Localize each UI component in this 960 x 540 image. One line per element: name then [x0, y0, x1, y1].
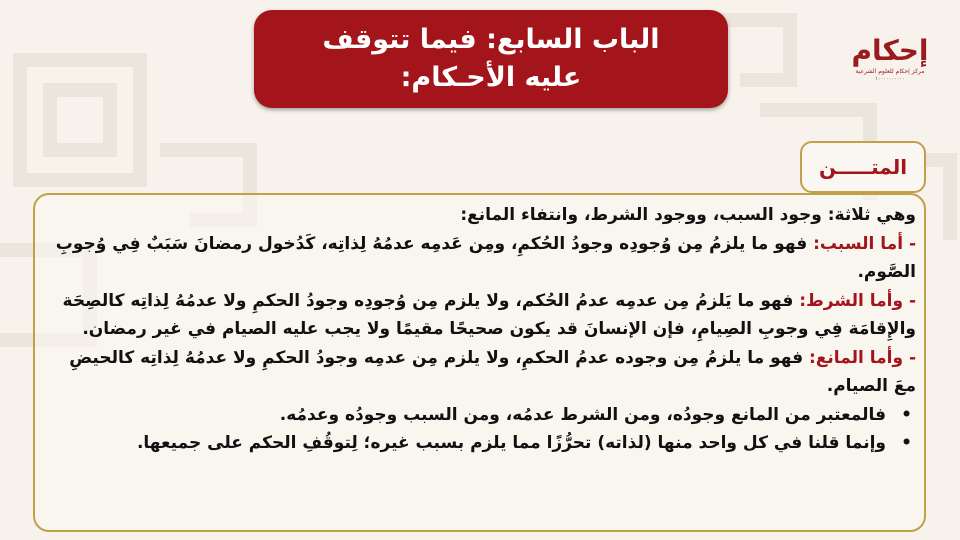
- section-tab-matn: المتـــــن: [800, 141, 926, 193]
- chapter-title-line1: الباب السابع: فيما تتوقف: [322, 24, 660, 55]
- logo-subtitle-2: ١٠٠٠٠٠٠٠٠٠٠: [875, 76, 905, 82]
- logo-subtitle: مركز إحكام للعلوم الشرعية: [855, 68, 925, 75]
- brand-logo: [848, 26, 932, 96]
- list-item: [45, 401, 916, 430]
- intro-line: وهي ثلاثة: وجود السبب، ووجود الشرط، وانتفاء المانع:: [460, 205, 916, 225]
- mani-label: - وأما المانع:: [809, 347, 916, 368]
- paragraph-shart: [45, 287, 916, 344]
- summary-bullets: [45, 401, 916, 458]
- shart-label: - وأما الشرط:: [799, 290, 916, 311]
- bullet-text: فالمعتبر من المانع وجودُه، ومن الشرط عدمُه، ومن السبب وجودُه وعدمُه.: [279, 404, 886, 425]
- content-panel: [33, 193, 926, 532]
- bullet-text: وإنما قلنا في كل واحد منها (لذاته) تحرُّزًا مما يلزم بسبب غيره؛ لِتوقُفِ الحكم على جميعها.: [136, 433, 886, 453]
- bullet-icon: •: [901, 404, 912, 425]
- paragraph-sabab: [45, 230, 916, 287]
- paragraph-mani: [45, 344, 916, 401]
- shart-text: فهو ما يَلزمُ مِن عدمِه عدمُ الحُكم، ولا يلزم مِن وُجودِه وجودُ الحكمِ ولا عدمُهُ لِذاتِه كالصِحَة والإِقامَة فِي وجوبِ الصِيامِ، فإن الإنسانَ قد يكون صحيحًا مقيمًا ولا يجب عليه الصيام في غير رمضان.: [62, 290, 916, 339]
- list-item: [45, 429, 916, 458]
- sabab-text: فهو ما يلزمُ مِن وُجودِه وجودُ الحُكمِ، ومِن عَدمِه عدمُهُ لِذاتِه، كَدُخول رمضانَ سَبَبٌ فِي وُجوبِ الصَّوم.: [55, 233, 916, 282]
- mani-text: فهو ما يلزمُ مِن وجوده عدمُ الحكمِ، ولا يلزم مِن عدمِه وجودُ الحكمِ ولا عدمُهُ لِذاتِه كالحيضِ معَ الصيام.: [69, 347, 916, 396]
- chapter-title-line2: عليه الأحـكام:: [400, 62, 582, 93]
- chapter-title: [254, 10, 728, 108]
- logo-wordmark: إحكام: [851, 34, 929, 67]
- bullet-icon: •: [901, 433, 912, 453]
- sabab-label: - أما السبب:: [813, 233, 916, 254]
